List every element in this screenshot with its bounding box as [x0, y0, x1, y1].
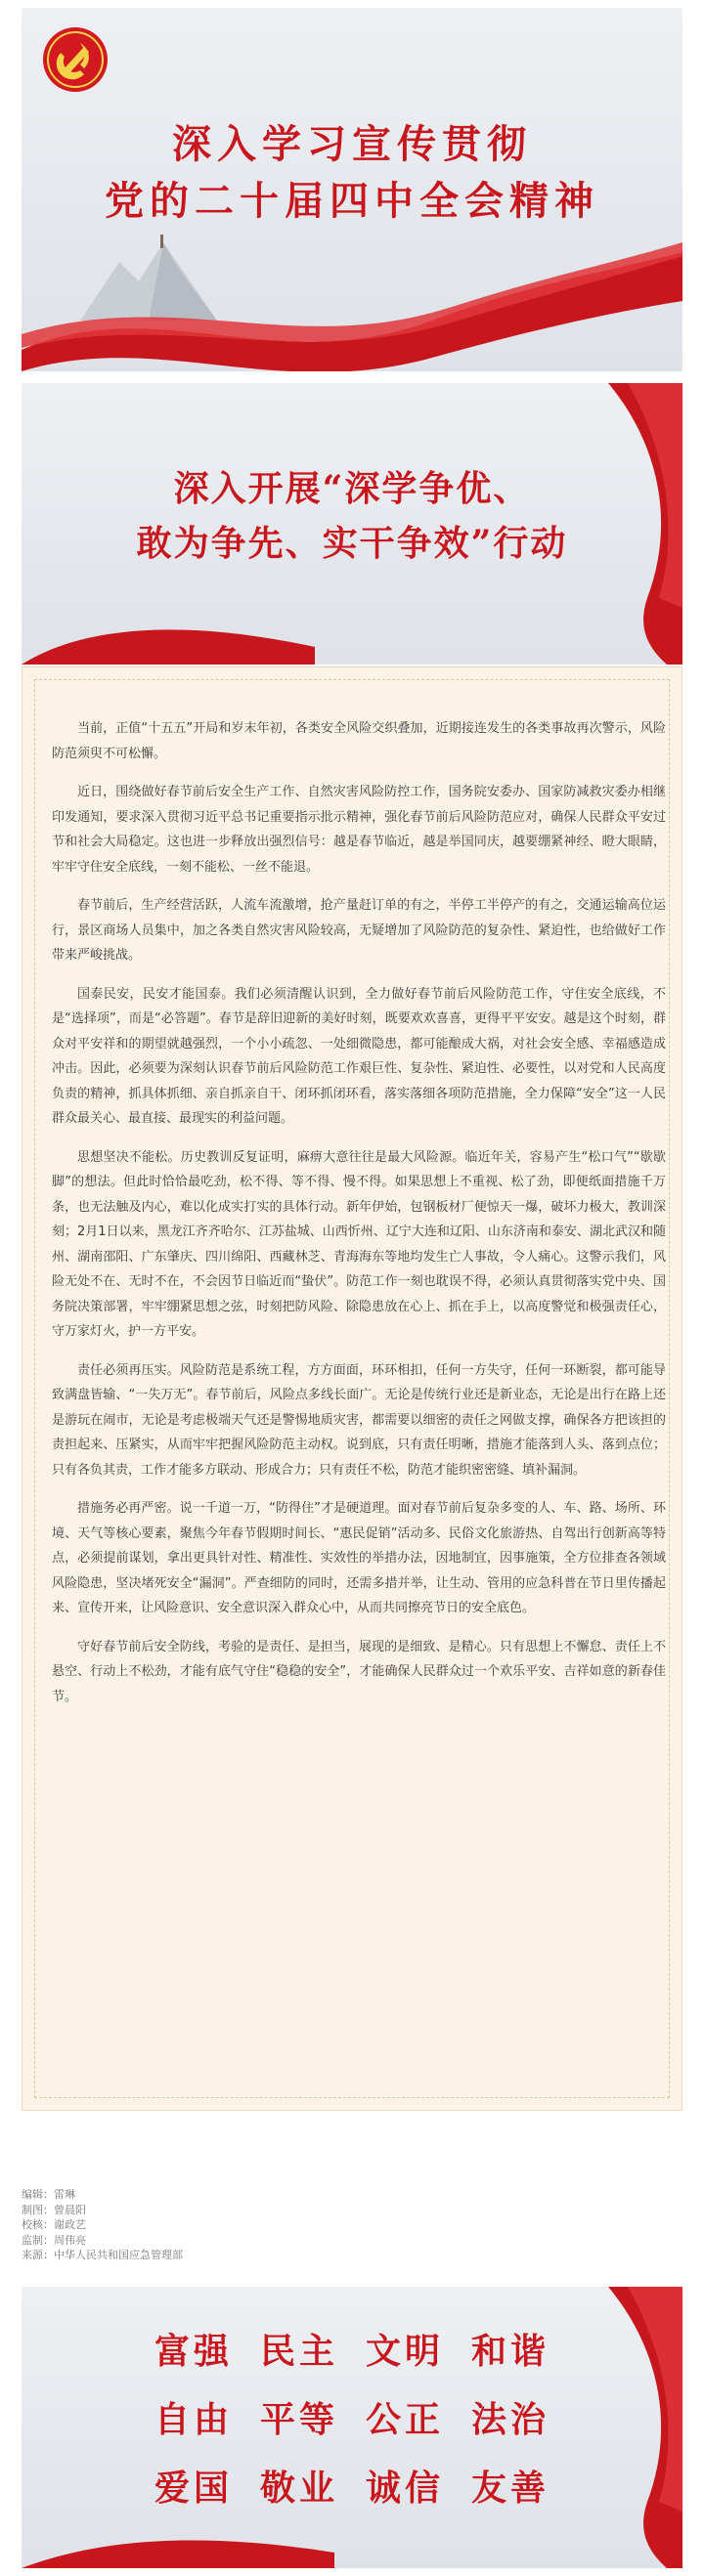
article-paragraph: 责任必须再压实。风险防范是系统工程，方方面面，环环相扣，任何一方失守，任何一环断裂，都可能导致满盘皆输、“一失万无”。春节前后，风险点多线长面广。无论是传统行业还是新业态，无论是出行在路上还是游玩在闹市，无论是考虑极端天气还是警惕地质灾害，都需要以细密的责任之网做支撑，确保各方把该担的责担起来、压紧实，从而牢牢把握风险防范主动权。说到底，只有责任明晰，措施才能落到人头、落到点位；只有各负其责，工作才能多方联动、形成合力；只有责任不松，防范才能织密密缝、填补漏洞。: [52, 1362, 666, 1478]
values-row-1: [22, 2324, 682, 2374]
value-word: 敬业: [259, 2468, 338, 2509]
article-paragraph: 思想坚决不能松。历史教训反复证明，麻痹大意往往是最大风险源。临近年关，容易产生“松口气”“歇歇脚”的想法。但此时恰恰最吃劲，松不得、等不得、慢不得。如果思想上不重视、松了劲，即便纸面措施千万条，也无法触及内心，难以化成实打实的具体行动。新年伊始，包钢板材厂便惊天一爆，破坏力极大，教训深刻；2月1日以来，黑龙江齐齐哈尔、江苏盐城、山西忻州、辽宁大连和辽阳、山东济南和泰安、湖北武汉和随州、湖南邵阳、广东肇庆、四川绵阳、西藏林芝、青海海东等地均发生亡人事故，令人痛心。这警示我们，风险无处不在、无时不在，不会因节日临近而“蛰伏”。防范工作一刻也耽误不得，必须认真贯彻落实党中央、国务院决策部署，牢牢绷紧思想之弦，时刻把防风险、除隐患放在心上、抓在手上，以高度警觉和极强责任心，守万家灯火，护一方平安。: [52, 1149, 666, 1339]
header-title-line1: 深入学习宣传贯彻: [172, 121, 532, 167]
campaign-title-line1: 深入开展“深学争优、: [173, 468, 531, 509]
credit-producer: 制图：曾晨阳: [22, 2203, 86, 2216]
value-word: 和谐: [471, 2331, 550, 2372]
red-ribbon-decoration: [22, 2531, 334, 2568]
core-values-banner: [22, 2287, 682, 2568]
article-body: [52, 716, 666, 1723]
credit-source: 来源：中华人民共和国应急管理部: [22, 2249, 183, 2261]
red-ribbon-decoration: [22, 233, 682, 371]
value-word: 公正: [366, 2399, 445, 2440]
value-word: 法治: [471, 2399, 550, 2440]
campaign-title-line2: 敢为争先、实干争效”行动: [136, 523, 568, 564]
values-row-3: [22, 2461, 682, 2511]
value-word: 友善: [471, 2468, 550, 2509]
value-word: 诚信: [366, 2468, 445, 2509]
value-word: 平等: [259, 2399, 338, 2440]
value-word: 民主: [259, 2331, 338, 2372]
article-paragraph: 春节前后，生产经营活跃，人流车流激增，抢产量赶订单的有之，半停工半停产的有之，交通运输高位运行，景区商场人员集中，加之各类自然灾害风险较高，无疑增加了风险防范的复杂性、紧迫性，也给做好工作带来严峻挑战。: [52, 898, 666, 963]
article-panel: [22, 666, 682, 2111]
article-paragraph: 国泰民安，民安才能国泰。我们必须清醒认识到，全力做好春节前后风险防范工作，守住安全底线，不是“选择项”，而是“必答题”。春节是辞旧迎新的美好时刻，既要欢欢喜喜，更得平平安安。越是这个时刻，群众对平安祥和的期望就越强烈，一个小小疏忽、一处细微隐患，都可能酿成大祸，对社会安全感、幸福感造成冲击。因此，必须要为深刻认识春节前后风险防范工作艰巨性、复杂性、紧迫性、必要性，以对党和人民高度负责的精神，抓具体抓细、亲自抓亲自干、闭环抓闭环看，落实落细各项防范措施，全力保障“安全”这一人民群众最关心、最直接、最现实的利益问题。: [52, 986, 666, 1126]
header-title-line2: 党的二十届四中全会精神: [105, 178, 599, 224]
credit-editor: 编辑：雷琳: [22, 2188, 75, 2201]
article-paragraph: 守好春节前后安全防线，考验的是责任、是担当，展现的是细致、是精心。只有思想上不懈怠、责任上不悬空、行动上不松劲，才能有底气守住“稳稳的安全”，才能确保人民群众过一个欢乐平安、吉祥如意的新春佳节。: [52, 1639, 666, 1704]
credits-block: [22, 2187, 183, 2263]
red-ribbon-decoration: [22, 608, 315, 665]
article-paragraph: 当前，正值“十五五”开局和岁末年初，各类安全风险交织叠加，近期接连发生的各类事故再次警示，风险防范须臾不可松懈。: [52, 721, 666, 761]
value-word: 自由: [154, 2399, 233, 2440]
value-word: 富强: [154, 2331, 233, 2372]
values-row-2: [22, 2392, 682, 2442]
party-emblem-icon: [41, 25, 110, 94]
credit-supervisor: 监制：周伟亮: [22, 2233, 86, 2247]
article-paragraph: 近日，围绕做好春节前后安全生产工作、自然灾害风险防控工作，国务院安委办、国家防减救灾委办相继印发通知，要求深入贯彻习近平总书记重要指示批示精神，强化春节前后风险防范应对，确保人民群众平安过节和社会大局稳定。这也进一步释放出强烈信号：越是春节临近，越是举国同庆，越要绷紧神经、瞪大眼睛，牢牢守住安全底线，一刻不能松、一丝不能退。: [52, 785, 666, 875]
top-banner: [22, 8, 682, 371]
value-word: 爱国: [154, 2468, 233, 2509]
credit-proofreader: 校核：谢政艺: [22, 2218, 86, 2231]
value-word: 文明: [366, 2331, 445, 2372]
article-paragraph: 措施务必再严密。说一千道一万，“防得住”才是硬道理。面对春节前后复杂多变的人、车、路、场所、环境、天气等核心要素，聚焦今年春节假期时间长、“惠民促销”活动多、民俗文化旅游热、自驾出行创新高等特点，必须提前谋划，拿出更具针对性、精准性、实效性的举措办法，因地制宜，因事施策，全方位排查各领域风险隐患，坚决堵死安全“漏洞”。严查细防的同时，还需多措并举，让生动、管用的应急科普在节日里传播起来、宣传开来，让风险意识、安全意识深入群众心中，从而共同擦亮节日的安全底色。: [52, 1501, 666, 1615]
campaign-banner: [22, 383, 682, 665]
